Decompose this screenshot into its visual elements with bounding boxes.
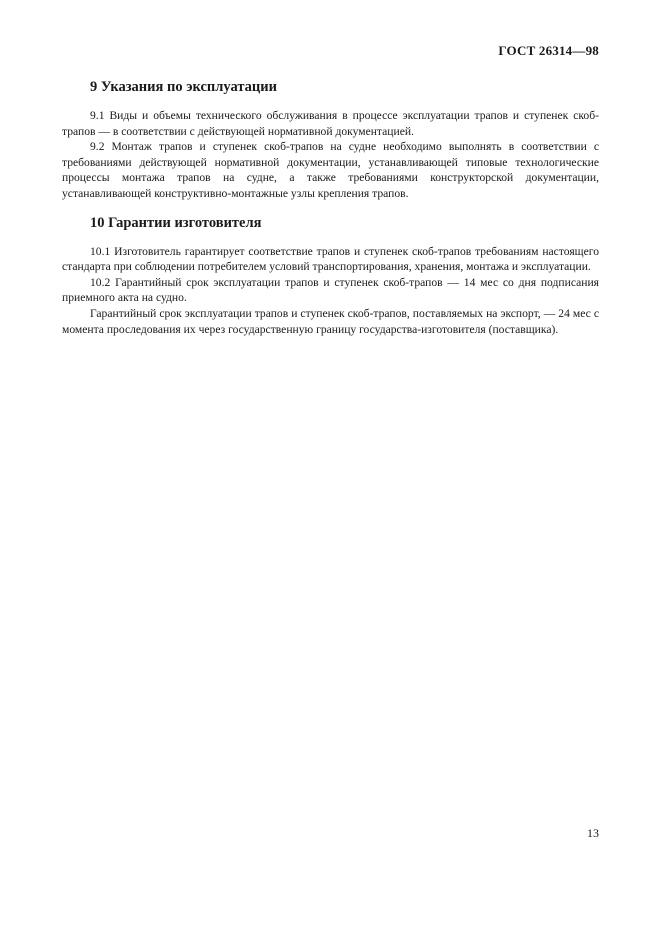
section-10-heading: 10 Гарантии изготовителя	[90, 214, 262, 231]
paragraph-10-1: 10.1 Изготовитель гарантирует соответствие трапов и ступенек скоб-трапов требованиям настоящего стандарта при соблюдении потребителем условий транспортирования, хранения, монтажа и эксплуатации.	[62, 244, 599, 274]
section-9-heading: 9 Указания по эксплуатации	[90, 79, 277, 95]
document-code: ГОСТ 26314—98	[498, 43, 599, 58]
paragraph-9-1: 9.1 Виды и объемы технического обслуживания в процессе эксплуатации трапов и ступенек скоб-трапов — в соответствии с действующей нормативной документацией.	[62, 109, 599, 138]
paragraph-10-2-export: Гарантийный срок эксплуатации трапов и ступенек скоб-трапов, поставляемых на экспорт, — 24 мес с момента проследования их через государственную границу государства-изготовителя (поставщика).	[62, 306, 599, 336]
paragraph-10-2: 10.2 Гарантийный срок эксплуатации трапов и ступенек скоб-трапов — 14 мес со дня подписания приемного акта на судно.	[62, 275, 599, 305]
page-content	[62, 78, 599, 337]
page-number: 13	[587, 826, 599, 840]
paragraph-9-2: 9.2 Монтаж трапов и ступенек скоб-трапов на судне необходимо выполнять в соответствии с требованиями действующей нормативной документации, устанавливающей типовые технологические процессы монтажа трапов на судне, а также требованиями конструкторской документации, устанавливающей конструктивно-монтажные узлы крепления трапов.	[62, 140, 599, 200]
